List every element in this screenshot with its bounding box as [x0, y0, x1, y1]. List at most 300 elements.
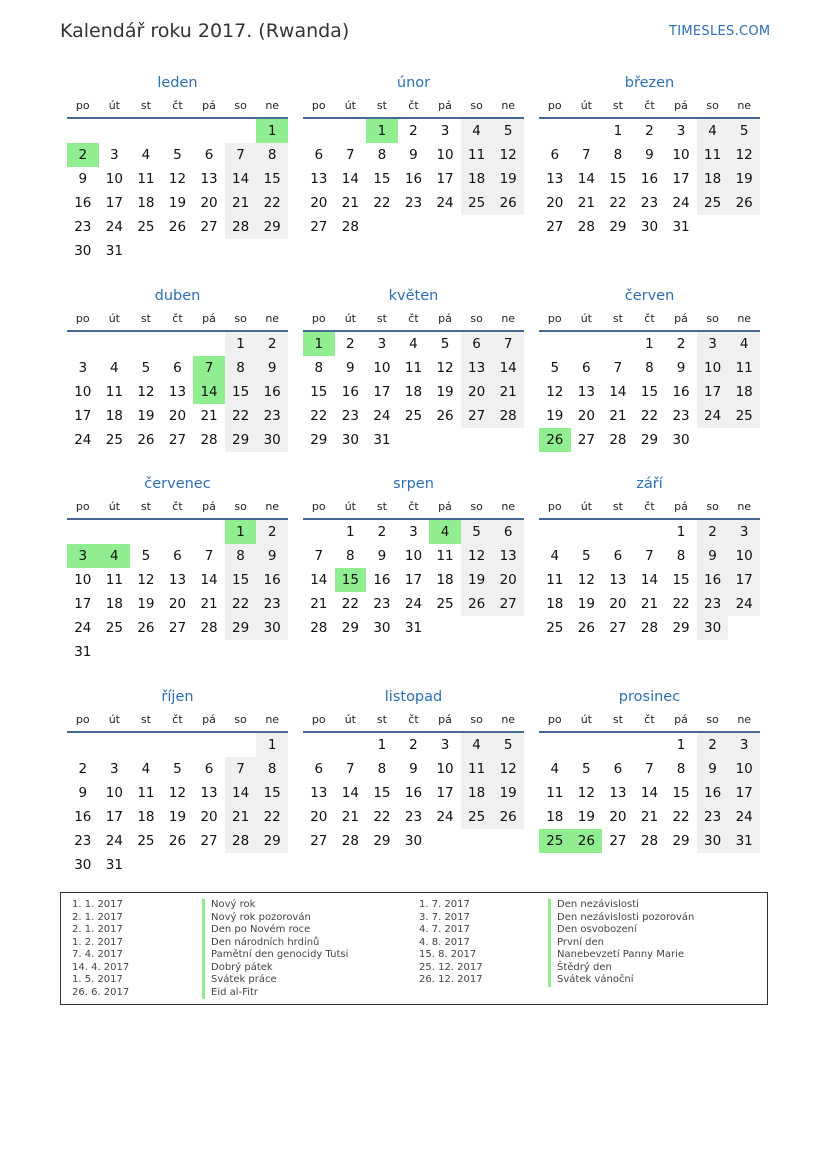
- weekday-header: út: [99, 495, 131, 519]
- day-cell: 8: [377, 761, 387, 777]
- empty-cell: [99, 331, 131, 356]
- day-cell: 2: [256, 331, 288, 356]
- legend-holiday-name: Den národních hrdinů: [202, 937, 319, 950]
- day-cell: 27: [609, 833, 627, 849]
- day-cell: 5: [492, 118, 524, 143]
- day-cell: 11: [105, 572, 123, 588]
- day-cell: 2: [256, 519, 288, 544]
- month-6: [539, 285, 760, 452]
- day-cell: 12: [546, 384, 564, 400]
- day-cell: 9: [697, 757, 729, 781]
- day-cell: 3: [67, 544, 99, 568]
- day-cell: 11: [461, 143, 493, 167]
- empty-cell: [256, 640, 288, 664]
- day-cell: 8: [225, 544, 257, 568]
- day-cell: 22: [609, 195, 627, 211]
- empty-cell: [256, 853, 288, 877]
- day-cell: 27: [461, 404, 493, 428]
- empty-cell: [492, 215, 524, 239]
- weekday-header: so: [697, 495, 729, 519]
- day-cell: 4: [461, 118, 493, 143]
- legend-holiday-name: Pamětní den genocidy Tutsi: [202, 949, 348, 962]
- day-cell: 1: [676, 524, 686, 540]
- legend-holiday-name: Nový rok pozorován: [202, 912, 311, 925]
- day-cell: 2: [676, 336, 686, 352]
- day-cell: 15: [225, 568, 257, 592]
- weekday-header: út: [571, 94, 603, 118]
- weekday-header: so: [225, 495, 257, 519]
- weekday-header: út: [335, 495, 367, 519]
- day-cell: 30: [256, 428, 288, 452]
- day-cell: 31: [404, 620, 423, 636]
- weekday-header: st: [130, 495, 162, 519]
- day-cell: 22: [310, 408, 328, 424]
- holiday-legend: [60, 892, 768, 1005]
- weekday-header: čt: [162, 94, 194, 118]
- day-cell: 25: [105, 432, 123, 448]
- day-cell: 7: [204, 548, 214, 564]
- empty-cell: [461, 829, 493, 853]
- day-cell: 15: [672, 785, 690, 801]
- day-cell: 30: [341, 432, 359, 448]
- day-cell: 31: [672, 219, 690, 235]
- day-cell: 14: [492, 356, 524, 380]
- empty-cell: [697, 428, 729, 452]
- weekday-header: st: [366, 708, 398, 732]
- day-cell: 17: [672, 171, 690, 187]
- day-cell: 12: [436, 360, 454, 376]
- day-cell: 2: [377, 524, 387, 540]
- day-cell: 12: [728, 143, 760, 167]
- weekday-header: po: [67, 495, 99, 519]
- empty-cell: [67, 732, 99, 757]
- day-cell: 10: [672, 147, 690, 163]
- day-cell: 21: [640, 809, 659, 825]
- day-cell: 15: [335, 568, 367, 592]
- empty-cell: [429, 616, 461, 640]
- weekday-header: út: [335, 307, 367, 331]
- day-cell: 25: [461, 191, 493, 215]
- empty-cell: [67, 519, 99, 544]
- day-cell: 13: [310, 171, 328, 187]
- empty-cell: [303, 519, 335, 544]
- day-cell: 15: [256, 167, 288, 191]
- day-cell: 12: [461, 544, 493, 568]
- day-cell: 6: [314, 147, 324, 163]
- weekday-header: čt: [162, 307, 194, 331]
- day-cell: 20: [492, 568, 524, 592]
- day-cell: 27: [546, 219, 564, 235]
- day-cell: 3: [697, 331, 729, 356]
- weekday-header: čt: [162, 495, 194, 519]
- day-cell: 30: [74, 857, 92, 873]
- empty-cell: [162, 732, 194, 757]
- day-cell: 19: [461, 568, 493, 592]
- day-cell: 28: [200, 432, 218, 448]
- day-cell: 25: [404, 408, 423, 424]
- day-cell: 14: [609, 384, 627, 400]
- day-cell: 16: [672, 384, 690, 400]
- day-cell: 23: [256, 592, 288, 616]
- empty-cell: [130, 331, 162, 356]
- weekday-header: so: [225, 708, 257, 732]
- day-cell: 14: [310, 572, 328, 588]
- legend-holiday-name: Nový rok: [202, 899, 255, 912]
- legend-date: 14. 4. 2017: [72, 961, 130, 973]
- day-cell: 25: [105, 620, 123, 636]
- day-cell: 11: [697, 143, 729, 167]
- weekday-header: pá: [193, 495, 225, 519]
- weekday-header: so: [461, 495, 493, 519]
- day-cell: 8: [377, 147, 387, 163]
- empty-cell: [256, 239, 288, 263]
- weekday-header: pá: [665, 307, 697, 331]
- day-cell: 3: [440, 123, 450, 139]
- day-cell: 1: [377, 737, 387, 753]
- day-cell: 11: [436, 548, 454, 564]
- day-cell: 29: [373, 833, 391, 849]
- day-cell: 2: [645, 123, 654, 139]
- day-cell: 4: [141, 147, 151, 163]
- month-name: září: [636, 476, 663, 492]
- empty-cell: [162, 331, 194, 356]
- weekday-header: so: [697, 307, 729, 331]
- day-cell: 21: [225, 805, 257, 829]
- day-cell: 14: [640, 572, 659, 588]
- day-cell: 1: [366, 118, 398, 143]
- empty-cell: [398, 428, 430, 452]
- day-cell: 14: [200, 572, 218, 588]
- day-cell: 8: [676, 548, 686, 564]
- empty-cell: [492, 428, 524, 452]
- day-cell: 16: [404, 171, 423, 187]
- day-cell: 20: [200, 809, 218, 825]
- day-cell: 15: [256, 781, 288, 805]
- weekday-header: po: [303, 708, 335, 732]
- empty-cell: [99, 519, 131, 544]
- day-cell: 4: [461, 732, 493, 757]
- day-cell: 16: [697, 781, 729, 805]
- day-cell: 19: [137, 596, 155, 612]
- day-cell: 29: [256, 829, 288, 853]
- weekday-header: ne: [728, 495, 760, 519]
- legend-holiday-name: Den nezávislosti: [548, 899, 639, 912]
- day-cell: 7: [613, 360, 623, 376]
- day-cell: 7: [492, 331, 524, 356]
- day-cell: 22: [373, 809, 391, 825]
- day-cell: 18: [105, 408, 123, 424]
- day-cell: 1: [676, 737, 686, 753]
- weekday-header: čt: [634, 708, 666, 732]
- legend-holiday-name: Dobrý pátek: [202, 962, 273, 975]
- weekday-header: po: [539, 307, 571, 331]
- day-cell: 12: [577, 785, 595, 801]
- day-cell: 6: [492, 519, 524, 544]
- day-cell: 6: [173, 548, 182, 564]
- day-cell: 20: [310, 809, 328, 825]
- day-cell: 18: [137, 195, 155, 211]
- day-cell: 6: [613, 761, 623, 777]
- day-cell: 29: [225, 428, 257, 452]
- day-cell: 17: [105, 195, 123, 211]
- day-cell: 28: [577, 219, 595, 235]
- day-cell: 23: [672, 408, 690, 424]
- day-cell: 22: [672, 809, 690, 825]
- day-cell: 9: [697, 544, 729, 568]
- day-cell: 1: [346, 524, 355, 540]
- day-cell: 30: [74, 243, 92, 259]
- day-cell: 2: [409, 737, 418, 753]
- month-name: listopad: [384, 689, 443, 705]
- month-name: květen: [388, 288, 439, 304]
- day-cell: 11: [546, 572, 564, 588]
- weekday-header: čt: [398, 307, 430, 331]
- day-cell: 26: [436, 408, 454, 424]
- day-cell: 10: [105, 171, 123, 187]
- empty-cell: [225, 118, 257, 143]
- day-cell: 23: [74, 219, 92, 235]
- empty-cell: [225, 732, 257, 757]
- day-cell: 4: [697, 118, 729, 143]
- weekday-header: ne: [256, 708, 288, 732]
- day-cell: 28: [200, 620, 218, 636]
- empty-cell: [539, 331, 571, 356]
- weekday-header: út: [335, 94, 367, 118]
- day-cell: 4: [141, 761, 151, 777]
- day-cell: 10: [74, 384, 92, 400]
- weekday-header: po: [67, 708, 99, 732]
- day-cell: 16: [373, 572, 391, 588]
- weekday-header: st: [366, 94, 398, 118]
- day-cell: 8: [613, 147, 623, 163]
- legend-date: 4. 8. 2017: [419, 936, 470, 948]
- empty-cell: [130, 519, 162, 544]
- day-cell: 18: [546, 809, 564, 825]
- day-cell: 3: [377, 336, 387, 352]
- day-cell: 27: [200, 833, 218, 849]
- empty-cell: [461, 616, 493, 640]
- day-cell: 15: [310, 384, 328, 400]
- legend-holiday-name: Eid al-Fitr: [202, 987, 258, 1000]
- day-cell: 21: [640, 596, 659, 612]
- day-cell: 7: [225, 757, 257, 781]
- day-cell: 17: [105, 809, 123, 825]
- empty-cell: [492, 829, 524, 853]
- day-cell: 27: [577, 432, 595, 448]
- weekday-header: po: [539, 495, 571, 519]
- day-cell: 9: [346, 360, 355, 376]
- day-cell: 1: [303, 331, 335, 356]
- empty-cell: [162, 118, 194, 143]
- month-name: srpen: [393, 476, 434, 492]
- weekday-header: so: [697, 708, 729, 732]
- weekday-header: pá: [193, 307, 225, 331]
- day-cell: 18: [461, 167, 493, 191]
- day-cell: 30: [697, 829, 729, 853]
- empty-cell: [602, 331, 634, 356]
- empty-cell: [728, 616, 760, 640]
- weekday-header: st: [130, 708, 162, 732]
- day-cell: 1: [225, 331, 257, 356]
- legend-date: 2. 1. 2017: [72, 924, 123, 935]
- day-cell: 4: [409, 336, 418, 352]
- day-cell: 12: [168, 171, 187, 187]
- day-cell: 21: [341, 809, 359, 825]
- day-cell: 3: [728, 519, 760, 544]
- legend-date: 1. 2. 2017: [72, 936, 123, 948]
- weekday-header: čt: [398, 495, 430, 519]
- day-cell: 17: [436, 171, 454, 187]
- day-cell: 26: [492, 805, 524, 829]
- empty-cell: [162, 519, 194, 544]
- day-cell: 19: [728, 167, 760, 191]
- empty-cell: [634, 732, 666, 757]
- month-11: [303, 686, 524, 853]
- day-cell: 26: [728, 191, 760, 215]
- day-cell: 4: [550, 761, 560, 777]
- day-cell: 17: [436, 785, 454, 801]
- day-cell: 9: [256, 356, 288, 380]
- empty-cell: [162, 239, 194, 263]
- legend-holiday-name: Den po Novém roce: [202, 924, 310, 937]
- month-name: prosinec: [618, 689, 681, 705]
- day-cell: 17: [74, 596, 92, 612]
- day-cell: 14: [341, 171, 359, 187]
- day-cell: 30: [640, 219, 659, 235]
- day-cell: 16: [640, 171, 659, 187]
- weekday-header: ne: [728, 708, 760, 732]
- day-cell: 9: [78, 785, 88, 801]
- day-cell: 7: [582, 147, 591, 163]
- empty-cell: [303, 732, 335, 757]
- day-cell: 17: [373, 384, 391, 400]
- day-cell: 14: [577, 171, 595, 187]
- day-cell: 5: [440, 336, 450, 352]
- empty-cell: [728, 428, 760, 452]
- day-cell: 22: [225, 592, 257, 616]
- month-name: červenec: [144, 476, 211, 492]
- empty-cell: [130, 239, 162, 263]
- day-cell: 11: [546, 785, 564, 801]
- weekday-header: út: [99, 307, 131, 331]
- day-cell: 5: [461, 519, 493, 544]
- day-cell: 30: [697, 616, 729, 640]
- day-cell: 23: [640, 195, 659, 211]
- day-cell: 26: [577, 620, 595, 636]
- day-cell: 19: [492, 167, 524, 191]
- day-cell: 25: [728, 404, 760, 428]
- day-cell: 5: [582, 761, 591, 777]
- empty-cell: [492, 616, 524, 640]
- day-cell: 27: [168, 620, 187, 636]
- day-cell: 27: [168, 432, 187, 448]
- legend-date: 25. 12. 2017: [419, 961, 483, 973]
- day-cell: 29: [640, 432, 659, 448]
- day-cell: 30: [404, 833, 423, 849]
- weekday-header: so: [225, 94, 257, 118]
- day-cell: 12: [137, 572, 155, 588]
- day-cell: 8: [645, 360, 654, 376]
- empty-cell: [571, 732, 603, 757]
- legend-date: 1. 5. 2017: [72, 974, 123, 985]
- day-cell: 14: [341, 785, 359, 801]
- day-cell: 14: [193, 380, 225, 404]
- empty-cell: [602, 519, 634, 544]
- weekday-header: so: [461, 94, 493, 118]
- day-cell: 28: [609, 432, 627, 448]
- day-cell: 24: [436, 809, 454, 825]
- weekday-header: pá: [665, 708, 697, 732]
- weekday-header: po: [539, 708, 571, 732]
- day-cell: 3: [440, 737, 450, 753]
- day-cell: 13: [310, 785, 328, 801]
- empty-cell: [728, 215, 760, 239]
- day-cell: 13: [168, 572, 187, 588]
- month-name: leden: [157, 75, 198, 91]
- day-cell: 21: [200, 408, 218, 424]
- day-cell: 10: [373, 360, 391, 376]
- empty-cell: [602, 732, 634, 757]
- weekday-header: ne: [492, 94, 524, 118]
- day-cell: 21: [310, 596, 328, 612]
- day-cell: 28: [225, 215, 257, 239]
- day-cell: 15: [225, 380, 257, 404]
- brand-link[interactable]: TIMESLES.COM: [669, 24, 771, 39]
- day-cell: 21: [200, 596, 218, 612]
- weekday-header: čt: [634, 307, 666, 331]
- day-cell: 10: [404, 548, 423, 564]
- day-cell: 4: [550, 548, 560, 564]
- weekday-header: po: [539, 94, 571, 118]
- legend-holiday-name: Den nezávislosti pozorován: [548, 912, 694, 925]
- day-cell: 1: [256, 118, 288, 143]
- empty-cell: [193, 853, 225, 877]
- empty-cell: [193, 331, 225, 356]
- day-cell: 5: [173, 761, 182, 777]
- day-cell: 13: [492, 544, 524, 568]
- day-cell: 2: [67, 143, 99, 167]
- day-cell: 13: [200, 785, 218, 801]
- day-cell: 5: [173, 147, 182, 163]
- page-title: Kalendář roku 2017. (Rwanda): [60, 20, 350, 42]
- day-cell: 19: [577, 809, 595, 825]
- weekday-header: pá: [429, 307, 461, 331]
- day-cell: 17: [697, 380, 729, 404]
- day-cell: 26: [571, 829, 603, 853]
- empty-cell: [130, 732, 162, 757]
- legend-holiday-name: První den: [548, 937, 604, 950]
- day-cell: 23: [404, 809, 423, 825]
- day-cell: 16: [256, 568, 288, 592]
- empty-cell: [335, 118, 367, 143]
- legend-holiday-name: Nanebevzetí Panny Marie: [548, 949, 684, 962]
- day-cell: 10: [74, 572, 92, 588]
- day-cell: 6: [204, 761, 214, 777]
- day-cell: 2: [346, 336, 355, 352]
- weekday-header: st: [602, 307, 634, 331]
- day-cell: 20: [609, 596, 627, 612]
- day-cell: 14: [640, 785, 659, 801]
- day-cell: 2: [78, 761, 88, 777]
- day-cell: 22: [225, 404, 257, 428]
- day-cell: 11: [105, 384, 123, 400]
- day-cell: 29: [256, 215, 288, 239]
- legend-date: 3. 7. 2017: [419, 911, 470, 923]
- day-cell: 22: [373, 195, 391, 211]
- day-cell: 8: [256, 757, 288, 781]
- day-cell: 8: [346, 548, 355, 564]
- day-cell: 18: [728, 380, 760, 404]
